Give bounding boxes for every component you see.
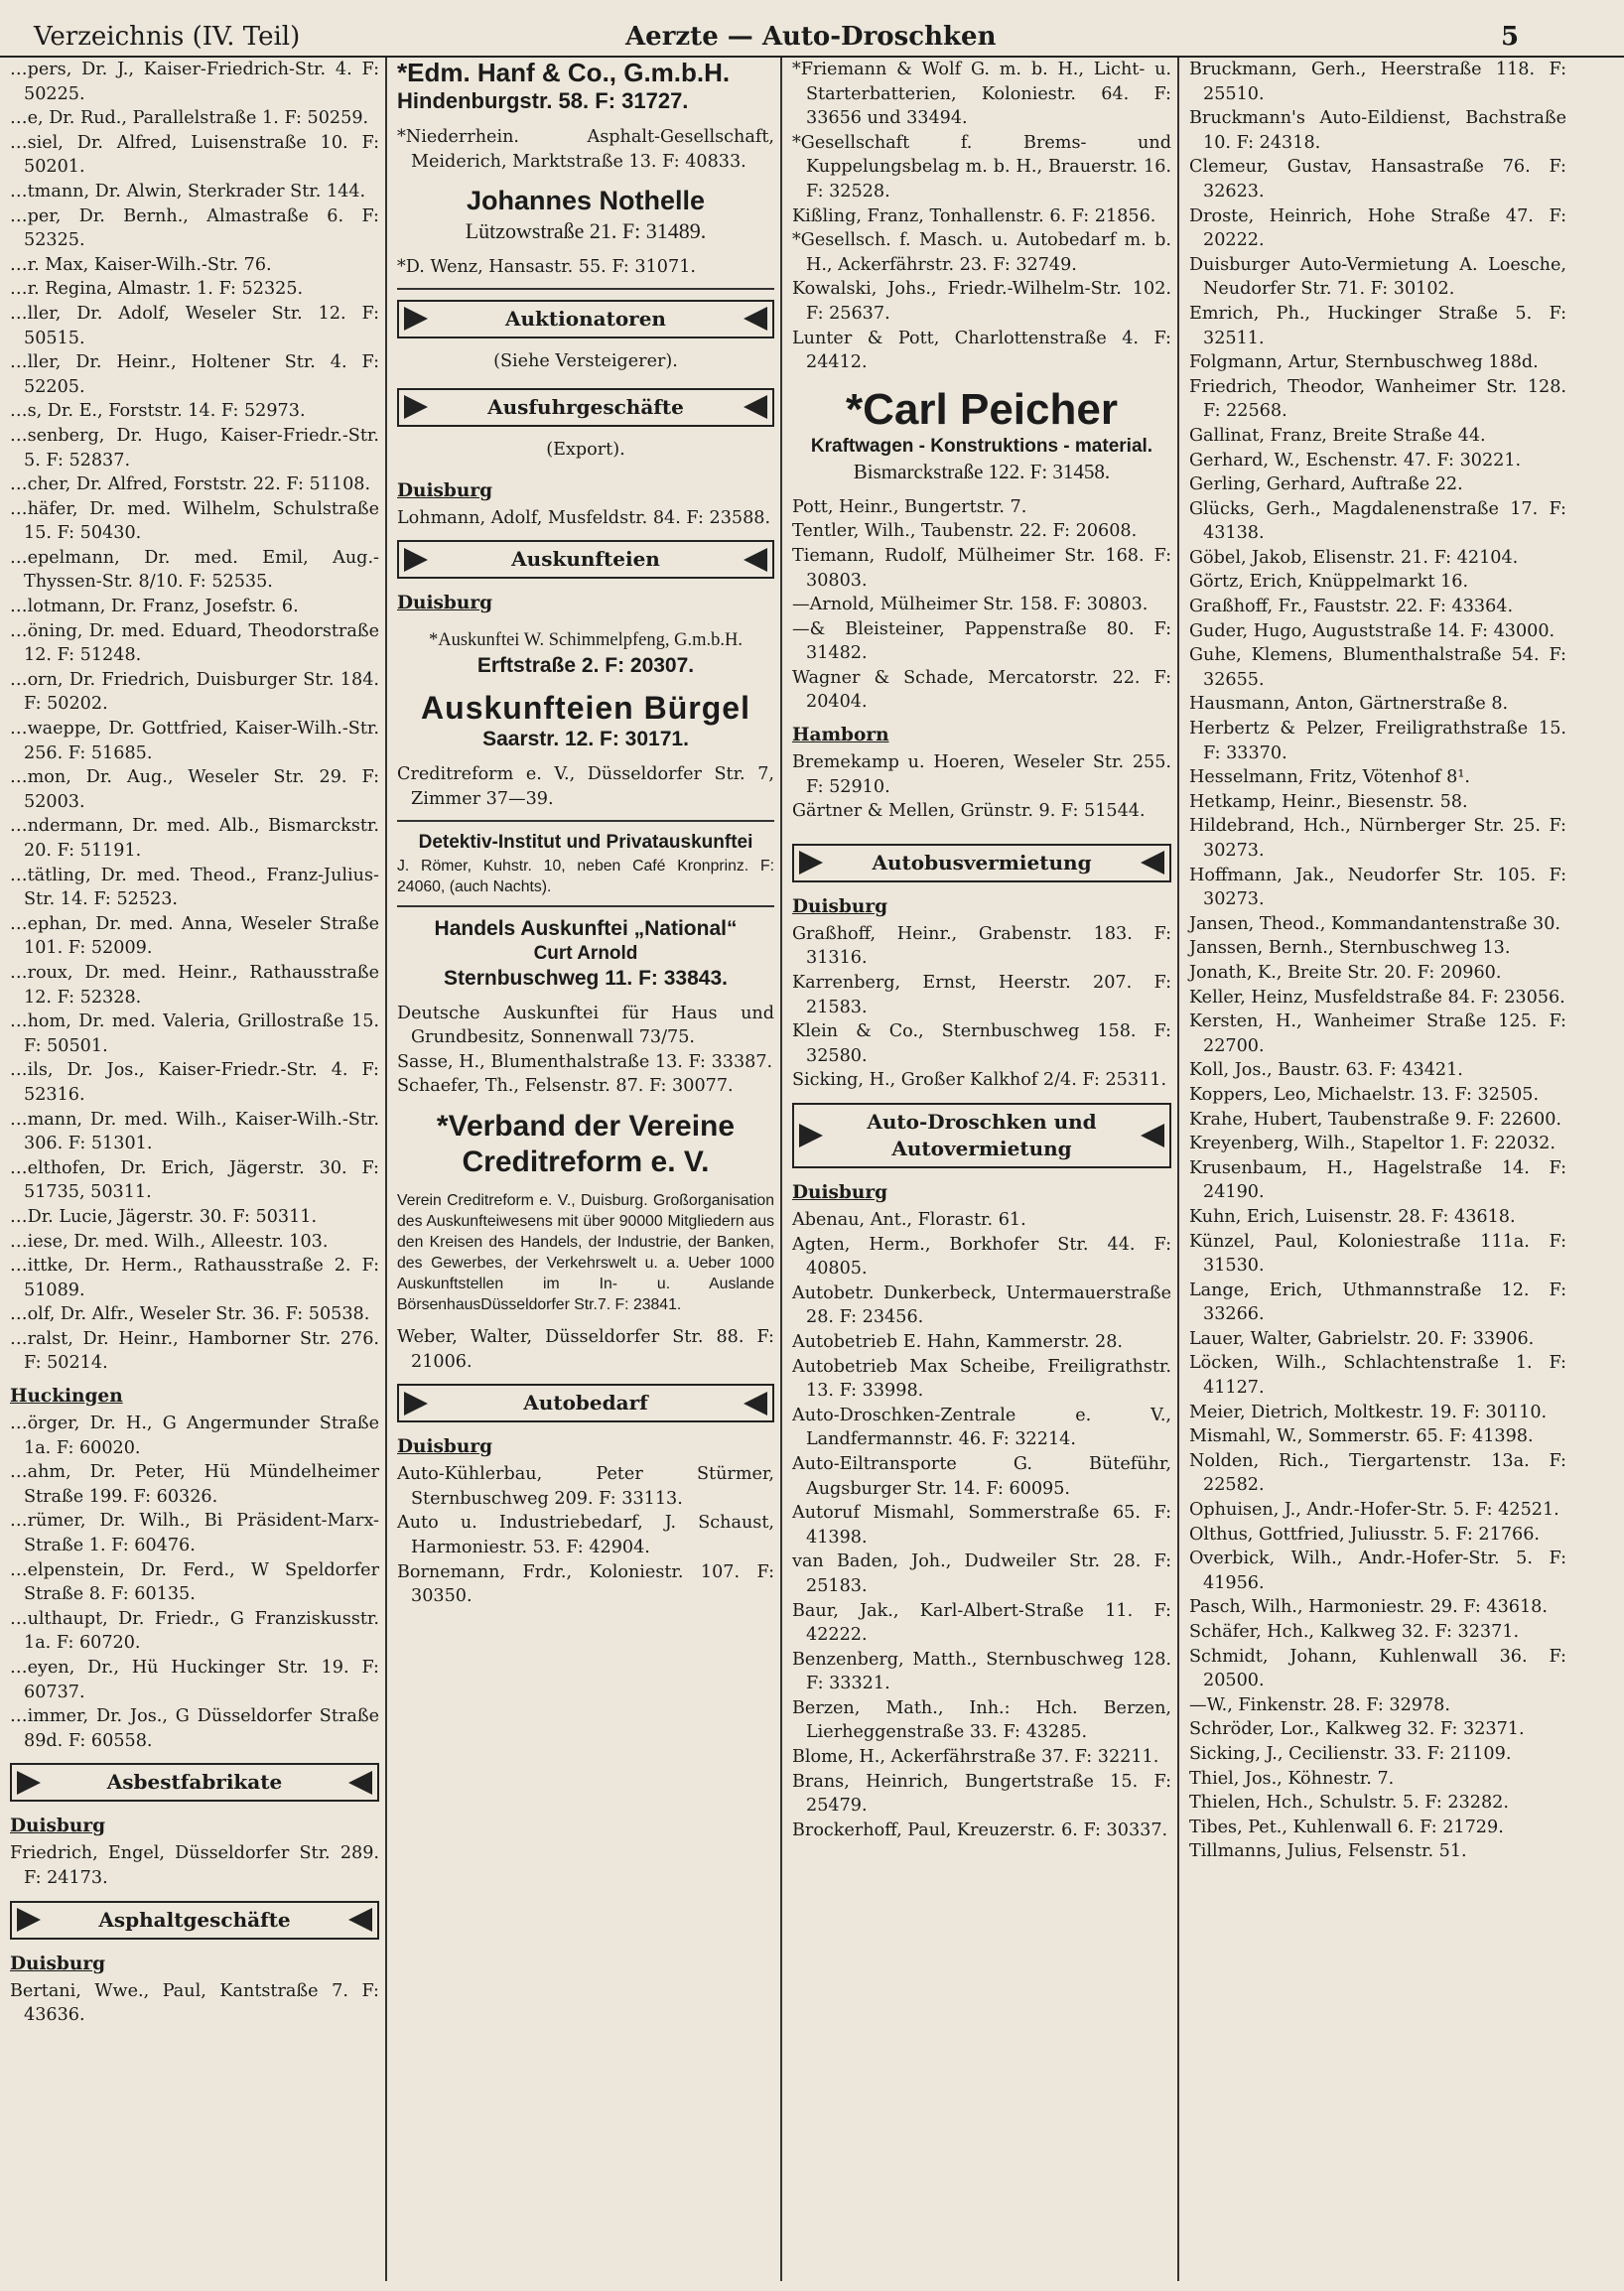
listing-entry: Janssen, Bernh., Sternbuschweg 13. — [1189, 938, 1511, 959]
listing-entry: …immer, Dr. Jos., G Düsseldorfer Straße 89d. F: 60558. — [10, 1706, 379, 1751]
listing-entry: …ils, Dr. Jos., Kaiser-Friedr.-Str. 4. F: 52316. — [10, 1060, 379, 1105]
ad-schimmelpfeng-title: *Auskunftei W. Schimmelpfeng, G.m.b.H. — [428, 630, 744, 651]
listing-entry: Auto-Kühlerbau, Peter Stürmer, Sternbuschweg 209. F: 33113. — [397, 1464, 774, 1509]
listing-entry: Kreyenberg, Wilh., Stapeltor 1. F: 22032. — [1189, 1134, 1556, 1154]
listing-entry: …waeppe, Dr. Gottfried, Kaiser-Wilh.-Str. 256. F: 51685. — [10, 719, 379, 763]
listing-entry: Lunter & Pott, Charlottenstraße 4. F: 24412. — [792, 328, 1171, 373]
listing-entry: Bruckmann, Gerh., Heerstraße 118. F: 25510. — [1189, 60, 1566, 104]
listing-entry: Clemeur, Gustav, Hansastraße 76. F: 32623. — [1189, 157, 1566, 202]
banner-auskunfteien — [397, 540, 774, 579]
city-heading-duisburg: Duisburg — [397, 593, 493, 614]
listing-entry: Hausmann, Anton, Gärtnerstraße 8. — [1189, 694, 1509, 715]
listing-entry: …ulthaupt, Dr. Friedr., G Franziskusstr. 1a. F: 60720. — [10, 1608, 379, 1654]
listing-entry: Emrich, Ph., Huckinger Straße 5. F: 32511. — [1189, 303, 1566, 348]
listing-entry: Creditreform e. V., Düsseldorfer Str. 7, Zimmer 37—39. — [397, 764, 774, 809]
listing-entry: Blome, H., Ackerfährstraße 37. F: 32211. — [792, 1747, 1159, 1768]
listing-entry: …per, Dr. Bernh., Almastraße 6. F: 52325. — [10, 205, 379, 251]
divider — [397, 288, 774, 290]
listing-entry: …häfer, Dr. med. Wilhelm, Schulstraße 15. F: 50430. — [10, 498, 379, 544]
ad-peicher-address: Bismarckstraße 122. F: 31458. — [853, 459, 1111, 483]
listing-entry: …iese, Dr. med. Wilh., Alleestr. 103. — [10, 1231, 329, 1252]
listing-entry: Thielen, Hch., Schulstr. 5. F: 23282. — [1189, 1793, 1509, 1814]
column-3 — [782, 58, 1179, 2281]
column-1 — [0, 58, 387, 2281]
listing-entry: Autobetrieb Max Scheibe, Freiligrathstr. 13. F: 33998. — [792, 1356, 1171, 1402]
listing-entry: Kuhn, Erich, Luisenstr. 28. F: 43618. — [1189, 1206, 1516, 1227]
listing-entry: —& Bleisteiner, Pappenstraße 80. F: 31482. — [792, 618, 1171, 664]
column-2 — [387, 58, 782, 2281]
ad-detektiv-text: J. Römer, Kuhstr. 10, neben Café Kronprinz. F: 24060, (auch Nachts). — [397, 857, 774, 895]
banner-label: Autobedarf — [523, 1391, 648, 1415]
hamborn-list — [792, 750, 1171, 824]
listing-entry: Autobetr. Dunkerbeck, Untermauerstraße 28. F: 23456. — [792, 1282, 1171, 1328]
autobedarf-list-2 — [792, 495, 1171, 715]
ad-peicher-title: *Carl Peicher — [846, 384, 1118, 434]
listing-entry: Folgmann, Artur, Sternbuschweg 188d. — [1189, 352, 1539, 373]
listing-entry: Göbel, Jakob, Elisenstr. 21. F: 42104. — [1189, 547, 1519, 568]
listing-entry: Wagner & Schade, Mercatorstr. 22. F: 20404. — [792, 667, 1171, 713]
see-also-note: (Export). — [546, 439, 625, 460]
listing-entry: Bremekamp u. Hoeren, Weseler Str. 255. F: 52910. — [792, 752, 1171, 797]
listing-entry: Nolden, Rich., Tiergartenstr. 13a. F: 22582. — [1189, 1450, 1566, 1496]
bowtie-ornament-icon — [403, 547, 429, 573]
listing-entry: *Niederrhein. Asphalt-Gesellschaft, Meiderich, Marktstraße 13. F: 40833. — [397, 127, 774, 172]
listing-entry: Schröder, Lor., Kalkweg 32. F: 32371. — [1189, 1719, 1525, 1740]
listing-entry: …mann, Dr. med. Wilh., Kaiser-Wilh.-Str. 306. F: 51301. — [10, 1109, 379, 1154]
see-also-note: (Siehe Versteigerer). — [493, 350, 678, 371]
listing-entry: …öning, Dr. med. Eduard, Theodorstraße 12. F: 51248. — [10, 620, 379, 666]
listing-entry: …rümer, Dr. Wilh., Bi Präsident-Marx-Straße 1. F: 60476. — [10, 1511, 379, 1556]
listing-entry: Bruckmann's Auto-Eildienst, Bachstraße 10. F: 24318. — [1189, 108, 1566, 153]
listing-entry: Droste, Heinrich, Hohe Straße 47. F: 20222. — [1189, 205, 1566, 251]
listing-entry: Weber, Walter, Düsseldorfer Str. 88. F: 21006. — [397, 1326, 774, 1372]
banner-label: Ausfuhrgeschäfte — [487, 394, 684, 419]
ad-national-address: Sternbuschweg 11. F: 33843. — [444, 966, 728, 990]
listing-entry: Lange, Erich, Uthmannstraße 12. F: 33266. — [1189, 1280, 1566, 1325]
listing-entry: van Baden, Joh., Dudweiler Str. 28. F: 25183. — [792, 1551, 1171, 1596]
page-number: 5 — [1501, 22, 1520, 52]
listing-entry: Sicking, J., Cecilienstr. 33. F: 21109. — [1189, 1743, 1512, 1764]
listing-entry: Koppers, Leo, Michaelstr. 13. F: 32505. — [1189, 1084, 1540, 1105]
city-heading-duisburg: Duisburg — [397, 1436, 493, 1458]
listing-entry: Löcken, Wilh., Schlachtenstraße 1. F: 41127. — [1189, 1353, 1566, 1399]
listing-entry: Tillmanns, Julius, Felsenstr. 51. — [1189, 1841, 1467, 1862]
listing-entry: Herbertz & Pelzer, Freiligrathstraße 15. F: 33370. — [1189, 719, 1566, 763]
ad-national-title: Handels Auskunftei „National“ — [434, 916, 738, 940]
listing-entry: Tentler, Wilh., Taubenstr. 22. F: 20608. — [792, 521, 1138, 542]
bowtie-ornament-icon — [16, 1770, 42, 1796]
autobedarf-list-continued — [792, 58, 1171, 375]
listing-entry: Guhe, Klemens, Blumenthalstraße 54. F: 32655. — [1189, 645, 1566, 690]
page-header — [0, 14, 1624, 58]
city-heading-hamborn: Hamborn — [792, 725, 889, 746]
listing-entry: …epelmann, Dr. med. Emil, Aug.-Thyssen-Str. 8/10. F: 52535. — [10, 547, 379, 593]
listing-entry: …s, Dr. E., Forststr. 14. F: 52973. — [10, 401, 306, 422]
listing-entry: …cher, Dr. Alfred, Forststr. 22. F: 51108. — [10, 474, 371, 495]
bowtie-ornament-icon — [1140, 850, 1165, 876]
listing-entry: Duisburger Auto-Vermietung A. Loesche, Neudorfer Str. 71. F: 30102. — [1189, 254, 1566, 300]
ad-hanf-title: *Edm. Hanf & Co., G.m.b.H. — [397, 58, 731, 87]
listing-entry: Keller, Heinz, Musfeldstraße 84. F: 23056. — [1189, 987, 1565, 1008]
ad-verband-text: Verein Creditreform e. V., Duisburg. Großorganisation des Auskunfteiwesens mit über 90000 Mitgliedern aus den Kreisen des Handels, der Industrie, der Banken, des Gewerbes, der Verkehrswelt u. a. Ueber 1000 Auskunftstellen im In- u. Auslande BörsenhausDüsseldorfer Str.7. F: 23841. — [397, 1191, 774, 1313]
banner-asphaltgeschaefte — [10, 1901, 379, 1940]
divider — [397, 820, 774, 822]
listing-entry: …roux, Dr. med. Heinr., Rathausstraße 12. F: 52328. — [10, 962, 379, 1008]
banner-auto-droschken — [792, 1103, 1171, 1168]
banner-label: Asphaltgeschäfte — [98, 1907, 291, 1932]
ad-nothelle-address: Lützowstraße 21. F: 31489. — [465, 218, 707, 244]
header-topic: Aerzte — Auto-Droschken — [625, 22, 997, 52]
listing-entry: …senberg, Dr. Hugo, Kaiser-Friedr.-Str. 5. F: 52837. — [10, 425, 379, 471]
listing-entry: Künzel, Paul, Koloniestraße 111a. F: 31530. — [1189, 1231, 1566, 1277]
listing-entry: Gallinat, Franz, Breite Straße 44. — [1189, 425, 1486, 446]
listing-entry: —W., Finkenstr. 28. F: 32978. — [1189, 1694, 1450, 1715]
city-heading-duisburg: Duisburg — [397, 479, 493, 501]
huckingen-list — [10, 1412, 379, 1753]
listing-entry: Koll, Jos., Baustr. 63. F: 43421. — [1189, 1060, 1463, 1081]
listing-entry: …olf, Dr. Alfr., Weseler Str. 36. F: 50538. — [10, 1304, 370, 1325]
bowtie-ornament-icon — [743, 306, 768, 332]
listing-entry: …orn, Dr. Friedrich, Duisburger Str. 184. F: 50202. — [10, 669, 379, 715]
banner-asbestfabrikate — [10, 1763, 379, 1802]
listing-entry: Pott, Heinr., Bungertstr. 7. — [792, 496, 1027, 517]
bowtie-ornament-icon — [403, 306, 429, 332]
banner-label: Asbestfabrikate — [106, 1770, 283, 1795]
city-heading-duisburg: Duisburg — [10, 1816, 106, 1837]
listing-entry: Görtz, Erich, Knüppelmarkt 16. — [1189, 572, 1469, 593]
listing-entry: Agten, Herm., Borkhofer Str. 44. F: 40805. — [792, 1234, 1171, 1280]
ad-nothelle-title: Johannes Nothelle — [466, 186, 706, 216]
listing-entry: Krusenbaum, H., Hagelstraße 14. F: 24190. — [1189, 1157, 1566, 1203]
listing-entry: …hom, Dr. med. Valeria, Grillostraße 15. F: 50501. — [10, 1011, 379, 1056]
banner-label: Autovermietung — [891, 1137, 1072, 1160]
listing-entry: Bornemann, Frdr., Koloniestr. 107. F: 30350. — [397, 1561, 774, 1607]
listing-entry: Gerling, Gerhard, Auftraße 22. — [1189, 474, 1463, 495]
city-heading-duisburg: Duisburg — [792, 895, 888, 917]
banner-ausfuhrgeschaefte — [397, 388, 774, 427]
city-heading-duisburg: Duisburg — [792, 1182, 888, 1203]
listing-entry: Pasch, Wilh., Harmoniestr. 29. F: 43618. — [1189, 1597, 1548, 1618]
listing-entry: …ahm, Dr. Peter, Hü Mündelheimer Straße 199. F: 60326. — [10, 1462, 379, 1507]
listing-entry: …lotmann, Dr. Franz, Josefstr. 6. — [10, 597, 299, 617]
listing-entry: Gerhard, W., Eschenstr. 47. F: 30221. — [1189, 450, 1522, 471]
listing-entry: Kersten, H., Wanheimer Straße 125. F: 22700. — [1189, 1011, 1566, 1056]
bowtie-ornament-icon — [798, 850, 824, 876]
listing-entry: Abenau, Ant., Florastr. 61. — [792, 1210, 1026, 1230]
listing-entry: …e, Dr. Rud., Parallelstraße 1. F: 50259. — [10, 108, 369, 129]
banner-label: Auskunfteien — [511, 547, 660, 572]
autobus-list — [792, 922, 1171, 1093]
listing-entry: *Friemann & Wolf G. m. b. H., Licht- u. Starterbatterien, Koloniestr. 64. F: 33656 und 33494. — [792, 60, 1171, 129]
listing-entry: Hildebrand, Hch., Nürnberger Str. 25. F: 30273. — [1189, 816, 1566, 861]
listing-entry: Jansen, Theod., Kommandantenstraße 30. — [1189, 913, 1561, 934]
listing-entry: …r. Regina, Almastr. 1. F: 52325. — [10, 279, 304, 300]
listing-entry: …pers, Dr. J., Kaiser-Friedrich-Str. 4. F: 50225. — [10, 60, 379, 104]
listing-entry: Sicking, H., Großer Kalkhof 2/4. F: 25311. — [792, 1070, 1167, 1091]
column-4 — [1179, 58, 1572, 2281]
listing-entry: Lohmann, Adolf, Musfeldstr. 84. F: 23588. — [397, 507, 771, 528]
listing-entry: Berzen, Math., Inh.: Hch. Berzen, Lierheggenstraße 33. F: 43285. — [792, 1697, 1171, 1743]
listing-entry: Auto-Eiltransporte G. Büteführ, Augsburger Str. 14. F: 60095. — [792, 1453, 1171, 1499]
listing-entry: …siel, Dr. Alfred, Luisenstraße 10. F: 50201. — [10, 132, 379, 178]
listing-entry: *Gesellschaft f. Brems- und Kuppelungsbelag m. b. H., Brauerstr. 16. F: 32528. — [792, 132, 1171, 202]
bowtie-ornament-icon — [16, 1907, 42, 1933]
listing-entry: Friedrich, Engel, Düsseldorfer Str. 289. F: 24173. — [10, 1843, 379, 1888]
ad-detektiv-title: Detektiv-Institut und Privatauskunftei — [418, 831, 753, 853]
listing-entry: …tätling, Dr. med. Theod., Franz-Julius-Str. 14. F: 52523. — [10, 865, 379, 910]
bowtie-ornament-icon — [347, 1907, 373, 1933]
listing-entry: *Gesellsch. f. Masch. u. Autobedarf m. b. H., Ackerfährstr. 23. F: 32749. — [792, 230, 1171, 275]
banner-auktionatoren — [397, 300, 774, 338]
listing-entry: Tiemann, Rudolf, Mülheimer Str. 168. F: 30803. — [792, 545, 1171, 591]
listing-entry: …ephan, Dr. med. Anna, Weseler Straße 101. F: 52009. — [10, 913, 379, 959]
listing-entry: Meier, Dietrich, Moltkestr. 19. F: 30110. — [1189, 1402, 1548, 1422]
ad-verband-title: *Verband der Vereine — [436, 1109, 736, 1143]
listing-entry: Auto-Droschken-Zentrale e. V., Landfermannstr. 46. F: 32214. — [792, 1405, 1171, 1450]
listing-entry: …ller, Dr. Adolf, Weseler Str. 12. F: 50515. — [10, 303, 379, 348]
listing-entry: Hoffmann, Jak., Neudorfer Str. 105. F: 30273. — [1189, 865, 1566, 910]
listing-entry: Glücks, Gerh., Magdalenenstraße 17. F: 43138. — [1189, 498, 1566, 544]
listing-entry: …tmann, Dr. Alwin, Sterkrader Str. 144. — [10, 181, 366, 202]
listing-entry: Graßhoff, Heinr., Grabenstr. 183. F: 31316. — [792, 923, 1171, 969]
ad-peicher-slogan: Kraftwagen - Konstruktions - material. — [810, 435, 1153, 457]
listing-entry: Kißling, Franz, Tonhallenstr. 6. F: 21856. — [792, 205, 1156, 226]
ad-hanf-address: Hindenburgstr. 58. F: 31727. — [397, 88, 689, 113]
listing-entry: …ralst, Dr. Heinr., Hamborner Str. 276. F: 50214. — [10, 1328, 379, 1374]
listing-entry: …r. Max, Kaiser-Wilh.-Str. 76. — [10, 254, 272, 275]
banner-label: Auktionatoren — [505, 306, 666, 331]
bowtie-ornament-icon — [403, 394, 429, 420]
listing-entry: Autoruf Mismahl, Sommerstraße 65. F: 41398. — [792, 1503, 1171, 1548]
autobedarf-list — [397, 1462, 774, 1609]
listing-entry: Schaefer, Th., Felsenstr. 87. F: 30077. — [397, 1076, 734, 1097]
listing-entry: Thiel, Jos., Köhnestr. 7. — [1189, 1768, 1395, 1789]
listing-entry: Deutsche Auskunftei für Haus und Grundbesitz, Sonnenwall 73/75. — [397, 1003, 774, 1048]
listing-entry: Auto u. Industriebedarf, J. Schaust, Harmoniestr. 53. F: 42904. — [397, 1513, 774, 1557]
bowtie-ornament-icon — [743, 1391, 768, 1416]
city-heading-huckingen: Huckingen — [10, 1386, 123, 1408]
bowtie-ornament-icon — [1140, 1123, 1165, 1148]
listing-entry: …ndermann, Dr. med. Alb., Bismarckstr. 20. F: 51191. — [10, 816, 379, 861]
listing-entry: …elthofen, Dr. Erich, Jägerstr. 30. F: 51735, 50311. — [10, 1157, 379, 1203]
city-heading-duisburg: Duisburg — [10, 1953, 106, 1974]
listing-entry: …elpenstein, Dr. Ferd., W Speldorfer Straße 8. F: 60135. — [10, 1559, 379, 1605]
asphalt-list — [10, 1979, 379, 2028]
divider — [397, 905, 774, 907]
listing-entry: …ittke, Dr. Herm., Rathausstraße 2. F: 51089. — [10, 1256, 379, 1300]
listing-entry: Klein & Co., Sternbuschweg 158. F: 32580. — [792, 1021, 1171, 1066]
doctor-list — [10, 58, 379, 1376]
ad-buergel-title: Auskunfteien Bürgel — [421, 690, 750, 727]
listing-entry: Olthus, Gottfried, Juliusstr. 5. F: 21766. — [1189, 1524, 1540, 1545]
banner-label: Auto-Droschken und — [867, 1110, 1097, 1134]
listing-entry: …ller, Dr. Heinr., Holtener Str. 4. F: 52205. — [10, 352, 379, 397]
listing-entry: Benzenberg, Matth., Sternbuschweg 128. F: 33321. — [792, 1649, 1171, 1694]
listing-entry: …örger, Dr. H., G Angermunder Straße 1a. F: 60020. — [10, 1414, 379, 1458]
listing-entry: …eyen, Dr., Hü Huckinger Str. 19. F: 60737. — [10, 1658, 379, 1702]
ad-verband-subtitle: Creditreform e. V. — [462, 1145, 710, 1178]
listing-entry: Baur, Jak., Karl-Albert-Straße 11. F: 42222. — [792, 1600, 1171, 1646]
listing-entry: Lauer, Walter, Gabrielstr. 20. F: 33906. — [1189, 1328, 1535, 1349]
listing-entry: Friedrich, Theodor, Wanheimer Str. 128. F: 22568. — [1189, 376, 1566, 422]
listing-entry: Hetkamp, Heinr., Biesenstr. 58. — [1189, 791, 1468, 812]
listing-entry: …mon, Dr. Aug., Weseler Str. 29. F: 52003. — [10, 767, 379, 812]
header-section-title: Verzeichnis (IV. Teil) — [34, 22, 301, 52]
listing-entry: Gärtner & Mellen, Grünstr. 9. F: 51544. — [792, 801, 1146, 822]
banner-label: Autobusvermietung — [872, 850, 1092, 875]
listing-entry: Bertani, Wwe., Paul, Kantstraße 7. F: 43636. — [10, 1980, 379, 2026]
listing-entry: —Arnold, Mülheimer Str. 158. F: 30803. — [792, 595, 1149, 615]
bowtie-ornament-icon — [743, 547, 768, 573]
listing-entry: Schäfer, Hch., Kalkweg 32. F: 32371. — [1189, 1622, 1520, 1642]
listing-entry: Overbick, Wilh., Andr.-Hofer-Str. 5. F: 41956. — [1189, 1549, 1566, 1593]
listing-entry: Autobetrieb E. Hahn, Kammerstr. 28. — [792, 1331, 1124, 1352]
listing-entry: Hesselmann, Fritz, Vötenhof 8¹. — [1189, 767, 1471, 788]
listing-entry: Sasse, H., Blumenthalstraße 13. F: 33387. — [397, 1051, 773, 1072]
listing-entry: Brockerhoff, Paul, Kreuzerstr. 6. F: 30337. — [792, 1819, 1168, 1840]
listing-entry: Schmidt, Johann, Kuhlenwall 36. F: 20500. — [1189, 1646, 1566, 1691]
bowtie-ornament-icon — [403, 1391, 429, 1416]
banner-autobusvermietung — [792, 844, 1171, 882]
ad-national-name: Curt Arnold — [533, 942, 638, 964]
listing-entry: Karrenberg, Ernst, Heerstr. 207. F: 21583. — [792, 973, 1171, 1017]
bowtie-ornament-icon — [798, 1123, 824, 1148]
listing-entry: Jonath, K., Breite Str. 20. F: 20960. — [1189, 962, 1502, 983]
listing-entry: Graßhoff, Fr., Fauststr. 22. F: 43364. — [1189, 597, 1514, 617]
listing-entry: Guder, Hugo, Auguststraße 14. F: 43000. — [1189, 620, 1556, 641]
listing-entry: Mismahl, W., Sommerstr. 65. F: 41398. — [1189, 1426, 1534, 1447]
droschken-list-continued — [1189, 58, 1566, 1864]
banner-autobedarf — [397, 1384, 774, 1422]
listing-entry: Krahe, Hubert, Taubenstraße 9. F: 22600. — [1189, 1109, 1561, 1130]
bowtie-ornament-icon — [743, 394, 768, 420]
ad-buergel-address: Saarstr. 12. F: 30171. — [482, 728, 689, 751]
bowtie-ornament-icon — [347, 1770, 373, 1796]
ad-schimmelpfeng-address: Erftstraße 2. F: 20307. — [476, 654, 695, 678]
droschken-list — [792, 1208, 1171, 1842]
listing-entry: *D. Wenz, Hansastr. 55. F: 31071. — [397, 257, 696, 278]
listing-entry: Tibes, Pet., Kuhlenwall 6. F: 21729. — [1189, 1817, 1504, 1837]
listing-entry: Kowalski, Johs., Friedr.-Wilhelm-Str. 102. F: 25637. — [792, 279, 1171, 324]
asbest-list — [10, 1841, 379, 1890]
listing-entry: Brans, Heinrich, Bungertstraße 15. F: 25479. — [792, 1771, 1171, 1817]
listing-entry: …Dr. Lucie, Jägerstr. 30. F: 50311. — [10, 1206, 318, 1227]
listing-entry: Ophuisen, J., Andr.-Hofer-Str. 5. F: 42521. — [1189, 1500, 1559, 1521]
